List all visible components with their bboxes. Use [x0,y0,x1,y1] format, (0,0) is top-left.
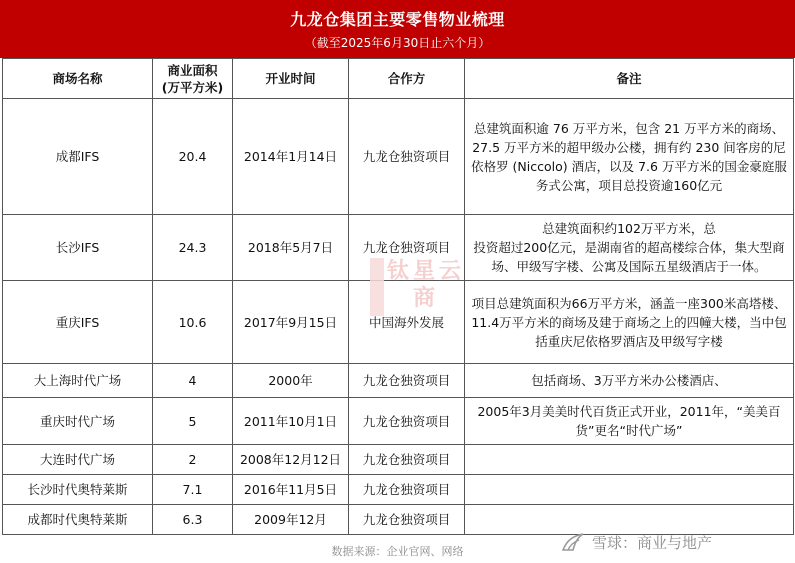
partner-cell: 九龙仓独资项目 [349,215,465,281]
mall-name-cell: 大连时代广场 [3,445,153,475]
notes-cell: 总建筑面积约102万平方米，总 投资超过200亿元，是湖南省的超高楼综合体，集大型商场、甲级写字楼、公寓及国际五星级酒店于一体。 [465,215,794,281]
area-cell: 20.4 [153,99,233,215]
partner-cell: 九龙仓独资项目 [349,398,465,445]
notes-cell [465,475,794,505]
table-row [3,99,794,215]
opening-date-cell: 2008年12月12日 [233,445,349,475]
opening-date-cell: 2014年1月14日 [233,99,349,215]
opening-date-cell: 2011年10月1日 [233,398,349,445]
partner-cell: 九龙仓独资项目 [349,505,465,535]
area-cell: 5 [153,398,233,445]
notes-cell [465,445,794,475]
opening-date-cell: 2018年5月7日 [233,215,349,281]
mall-name-cell: 大上海时代广场 [3,364,153,398]
mall-name-cell: 重庆IFS [3,281,153,364]
table-row [3,445,794,475]
mall-name-cell: 长沙IFS [3,215,153,281]
area-cell: 4 [153,364,233,398]
partner-cell: 九龙仓独资项目 [349,475,465,505]
area-cell: 6.3 [153,505,233,535]
table-header-row [3,59,794,99]
partner-cell: 九龙仓独资项目 [349,445,465,475]
column-header-mall-name: 商场名称 [3,59,153,99]
mall-name-cell: 成都IFS [3,99,153,215]
column-header-notes: 备注 [465,59,794,99]
column-header-opening-date: 开业时间 [233,59,349,99]
xueqiu-watermark-text: 雪球：商业与地产 [592,533,713,552]
table-subtitle: （截至2025年6月30日止六个月） [304,36,491,50]
partner-cell: 九龙仓独资项目 [349,364,465,398]
table-row [3,364,794,398]
notes-cell: 包括商场、3万平方米办公楼酒店、 [465,364,794,398]
table-title: 九龙仓集团主要零售物业梳理 [290,10,505,29]
snowball-logo-icon [560,531,586,553]
area-cell: 2 [153,445,233,475]
column-header-commercial-area: 商业面积 (万平方米) [153,59,233,99]
table-row [3,398,794,445]
partner-cell: 中国海外发展 [349,281,465,364]
area-cell: 10.6 [153,281,233,364]
notes-cell: 2005年3月美美时代百货正式开业，2011年，“美美百货”更名“时代广场” [465,398,794,445]
brand-watermark: 钛星云商 [370,258,466,316]
opening-date-cell: 2017年9月15日 [233,281,349,364]
mall-name-cell: 成都时代奥特莱斯 [3,505,153,535]
mall-name-cell: 长沙时代奥特莱斯 [3,475,153,505]
partner-cell: 九龙仓独资项目 [349,99,465,215]
area-cell: 24.3 [153,215,233,281]
column-header-partner: 合作方 [349,59,465,99]
table-title-banner [0,0,795,58]
opening-date-cell: 2016年11月5日 [233,475,349,505]
notes-cell: 项目总建筑面积为66万平方米，涵盖一座300米高塔楼、11.4万平方米的商场及建于商场之上的四幢大楼，当中包括重庆尼依格罗酒店及甲级写字楼 [465,281,794,364]
data-source-note: 数据来源：企业官网、网络 [331,545,464,558]
xueqiu-watermark [560,528,712,556]
table-row [3,475,794,505]
mall-name-cell: 重庆时代广场 [3,398,153,445]
area-cell: 7.1 [153,475,233,505]
notes-cell: 总建筑面积逾 76 万平方米，包含 21 万平方米的商场、27.5 万平方米的超甲级办公楼，拥有约 230 间客房的尼依格罗 (Niccolo) 酒店，以及 7.6 万平方米的国金豪庭服务式公寓，项目总投资逾160亿元 [465,99,794,215]
opening-date-cell: 2000年 [233,364,349,398]
opening-date-cell: 2009年12月 [233,505,349,535]
